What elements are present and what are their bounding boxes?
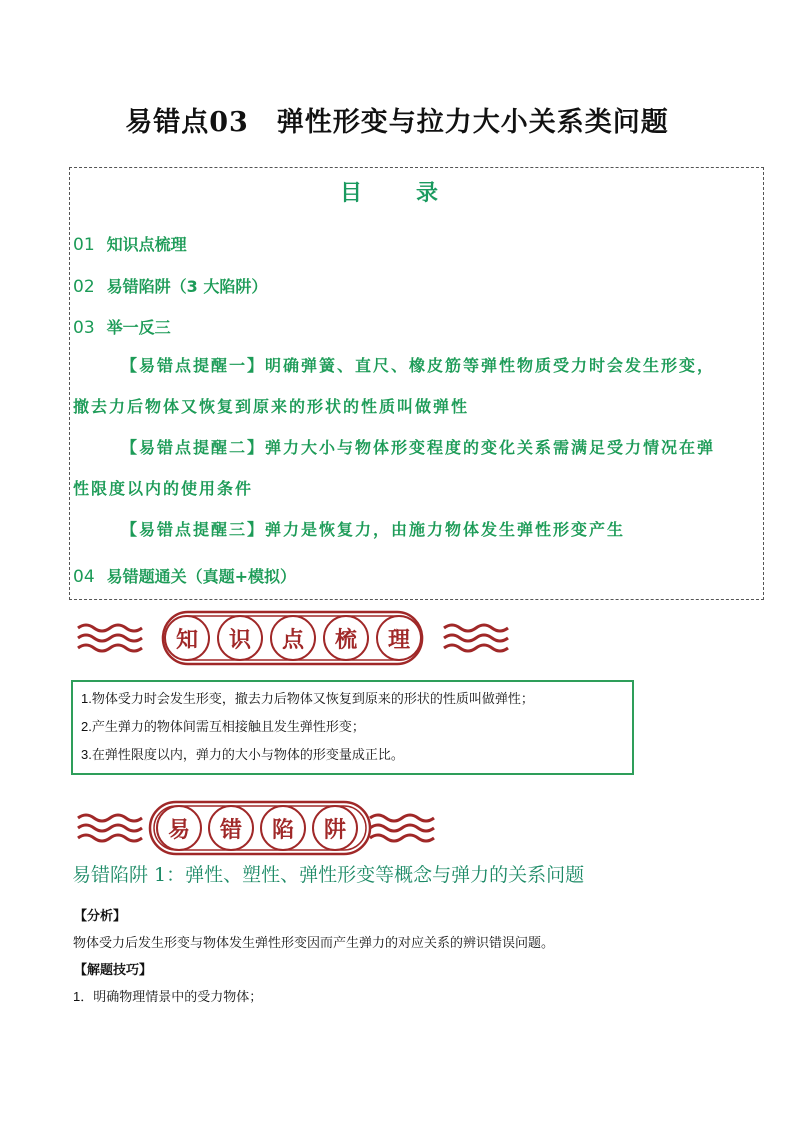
banner-char: 易 <box>156 805 202 851</box>
toc-tip-1: 【易错点提醒一】明确弹簧、直尺、橡皮筋等弹性物质受力时会发生形变，撤去力后物体又恢复到原来的形状的性质叫做弹性 <box>73 356 716 416</box>
knowledge-point: 3.在弹性限度以内，弹力的大小与物体的形变量成正比。 <box>81 747 404 762</box>
toc-item-02 <box>73 274 267 297</box>
toc-item-text: 易错陷阱（3 大陷阱） <box>106 277 268 296</box>
toc-item-number: 03 <box>73 318 95 338</box>
wave-decoration-icon <box>76 620 144 656</box>
analysis-label: 【分析】 <box>74 908 127 923</box>
toc-item-text: 易错题通关（真题+模拟） <box>106 567 297 586</box>
banner-trap <box>72 800 522 856</box>
banner-char: 陷 <box>260 805 306 851</box>
banner-char: 点 <box>270 615 316 661</box>
banner-char: 理 <box>376 615 422 661</box>
wave-decoration-icon <box>442 620 510 656</box>
toc-item-number: 02 <box>73 277 95 297</box>
banner-char: 阱 <box>312 805 358 851</box>
analysis-text: 物体受力后发生形变与物体发生弹性形变因而产生弹力的对应关系的辨识错误问题。 <box>73 935 555 950</box>
toc-heading: 目 录 <box>339 180 454 206</box>
toc-item-number: 04 <box>73 567 95 587</box>
toc-tip-3: 【易错点提醒三】弹力是恢复力，由施力物体发生弹性形变产生 <box>121 520 626 539</box>
toc-item-03 <box>73 315 171 338</box>
toc-item-01 <box>73 232 187 255</box>
toc-item-number: 01 <box>73 235 95 255</box>
toc-item-text: 举一反三 <box>106 318 171 337</box>
tip-1-text: 1．明确物理情景中的受力物体； <box>73 989 263 1004</box>
knowledge-point: 1.物体受力时会发生形变，撤去力后物体又恢复到原来的形状的性质叫做弹性； <box>81 691 534 706</box>
banner-char: 知 <box>164 615 210 661</box>
toc-item-04 <box>73 564 296 587</box>
page-title: 易错点03 弹性形变与拉力大小关系类问题 <box>125 107 669 138</box>
wave-decoration-icon <box>368 810 436 846</box>
trap-1-title: 易错陷阱 1：弹性、塑性、弹性形变等概念与弹力的关系问题 <box>72 864 585 886</box>
wave-decoration-icon <box>76 810 144 846</box>
banner-char: 错 <box>208 805 254 851</box>
toc-tip-2: 【易错点提醒二】弹力大小与物体形变程度的变化关系需满足受力情况在弹性限度以内的使用条件 <box>73 438 716 498</box>
toc-item-text: 知识点梳理 <box>106 235 187 254</box>
banner-char: 识 <box>217 615 263 661</box>
banner-char: 梳 <box>323 615 369 661</box>
banner-knowledge <box>72 610 522 666</box>
knowledge-point: 2.产生弹力的物体间需互相接触且发生弹性形变； <box>81 719 365 734</box>
tips-label: 【解题技巧】 <box>74 962 153 977</box>
